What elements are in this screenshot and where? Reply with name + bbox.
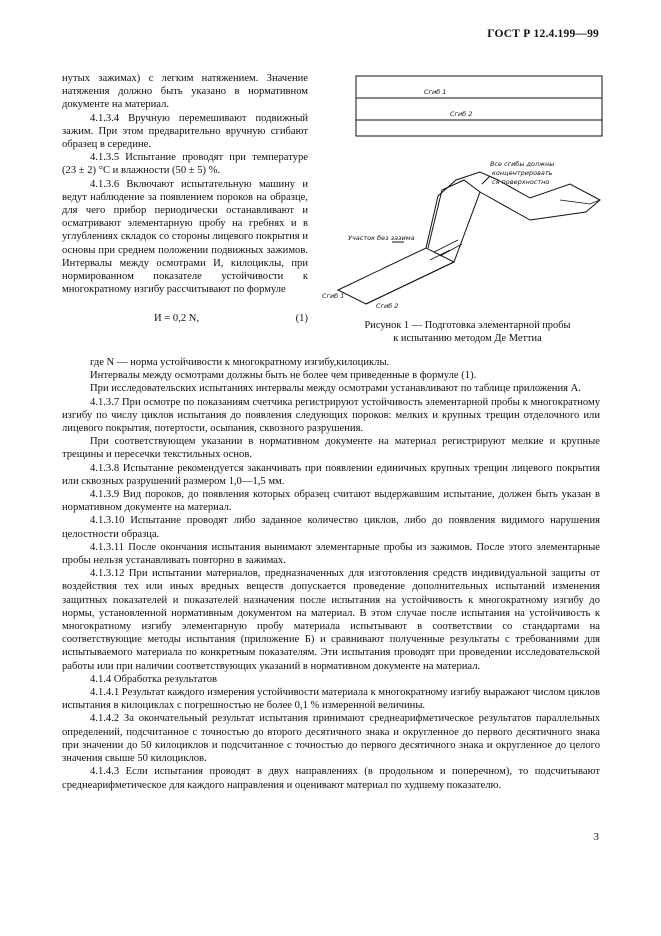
label-base: Участок без зазима xyxy=(348,234,415,242)
label-seam1-top: Сгиб 1 xyxy=(424,88,447,96)
paragraph: 4.1.4.3 Если испытания проводят в двух направлениях (в продольном и поперечном), то подсчитывают среднеарифметическое для каждого направления и оценивают материал по худшему показателю. xyxy=(62,766,600,791)
label-note-3: ся поверхностно xyxy=(492,178,550,186)
paragraph: 4.1.3.12 При испытании материалов, предназначенных для изготовления средств индивидуальной защиты от воздействия тех или иных вредных веществ допускается проведение дополнительных испытаний изменения защитных показателей и показателей назначения после испытания на устойчивость к многократному изгибу до нормы, установленной нормативным документом на материал. В этом случае после испытания на устойчивость к многократному изгибу элементарную пробу материала испытывают в соответствии со стандартами на соответствующие методы испытания (приложение Б) и сравнивают полученные результаты с требованиями для испытываемого материала по конкретным показателям. Эти испытания проводят при проведении исследовательской работы или при наличии соответствующих указаний в нормативном документе на материал. xyxy=(62,568,600,672)
folded-tail xyxy=(480,180,600,220)
label-seam1-bottom: Сгиб 1 xyxy=(322,292,345,300)
main-text xyxy=(62,356,600,792)
specimen-drawing xyxy=(322,72,605,320)
paragraph: 4.1.3.5 Испытание проводят при температуре (23 ± 2) °С и влажности (50 ± 5) %. xyxy=(62,152,308,177)
tail-inner xyxy=(560,200,600,204)
figure-caption xyxy=(330,320,605,345)
paragraph: 4.1.3.11 После окончания испытания вынимают элементарные пробы из зажимов. После этого элементарные пробы нельзя устанавливать повторно в зажимах. xyxy=(62,541,600,567)
hatching xyxy=(430,240,462,260)
left-column xyxy=(62,72,308,330)
paragraph: 4.1.3.4 Вручную перемешивают подвижный зажим. При этом предварительно вручную сгибают образец в середине. xyxy=(62,112,308,151)
paragraph: 4.1.3.8 Испытание рекомендуется заканчивать при появлении единичных крупных трещин лицевого покрытия или сквозных разрушений размером 1,0—1,5 мм. xyxy=(62,462,600,487)
paragraph: где N — норма устойчивости к многократному изгибу,килоциклы. xyxy=(90,357,390,368)
paragraph: 4.1.3.6 Включают испытательную машину и ведут наблюдение за появлением пороков на образце, для чего прибор периодически останавливают и осматривают элементарную пробу на гребнях и в углублениях складок со стороны лицевого покрытия и основы при среднем положении подвижных зажимов. Интервалы между осмотрами И, килоциклы, при нормированном показателе устойчивости к многократному изгибу рассчитывают по формуле xyxy=(62,178,308,296)
page-number: 3 xyxy=(593,831,599,843)
figure-1 xyxy=(322,72,605,320)
caption-line-2: к испытанию методом Де Меттиа xyxy=(393,332,542,344)
paragraph: 4.1.3.10 Испытание проводят либо заданное количество циклов, либо до появления видимого нарушения целостности образца. xyxy=(62,515,600,540)
paragraph: 4.1.3.9 Вид пороков, до появления которых образец считают выдержавшим испытание, должен быть указан в нормативном документе на материал. xyxy=(62,489,600,514)
paragraph: 4.1.3.7 При осмотре по показаниям счетчика регистрируют устойчивость элементарной пробы к многократному изгибу по числу циклов испытания до появления следующих пороков: мелких и крупных трещин отделочного или лицевого покрытия, потертости, осыпания, сквозного разрушения. xyxy=(62,396,600,435)
caption-line-1: Рисунок 1 — Подготовка элементарной пробы xyxy=(364,320,571,331)
paragraph: Интервалы между осмотрами должны быть не более чем приведенные в формуле (1). xyxy=(90,370,477,382)
section-heading: 4.1.4 Обработка результатов xyxy=(90,673,217,685)
formula-expression: И = 0,2 N, xyxy=(154,313,200,325)
leader-line xyxy=(482,176,490,184)
formula-number: (1) xyxy=(295,313,308,325)
label-note-1: Все сгибы должны xyxy=(490,160,555,168)
label-note-2: концентрировать xyxy=(492,169,553,177)
paragraph: нутых зажимах) с легким натяжением. Значение натяжения должно быть указано в нормативном документе на материал. xyxy=(62,73,308,111)
folded-body xyxy=(366,180,480,304)
paragraph: 4.1.4.1 Результат каждого измерения устойчивости материала к многократному изгибу выражают числом циклов испытания в килоциклах с погрешностью не более 0,1 % измеренной величины. xyxy=(62,687,600,712)
document-header: ГОСТ Р 12.4.199—99 xyxy=(487,28,599,40)
paragraph: При соответствующем указании в нормативном документе на материал регистрируют мелкие и крупные трещины и пересечки текстильных основ. xyxy=(62,436,600,461)
paragraph: При исследовательских испытаниях интервалы между осмотрами устанавливают по таблице приложения А. xyxy=(90,383,581,395)
flat-specimen-outline xyxy=(356,76,602,136)
paragraph: 4.1.4.2 За окончательный результат испытания принимают среднеарифметическое результатов параллельных определений, подсчитанное с точностью до второго десятичного знака и округленное до первого десятичного знака при значении до 50 килоциклов и подсчитанное с точностью до первого десятичного знака и округленное до целого значения свыше 50 килоциклов. xyxy=(62,713,600,765)
label-seam2-bottom: Сгиб 2 xyxy=(376,302,399,310)
formula xyxy=(62,304,308,330)
label-seam2-top: Сгиб 2 xyxy=(450,110,473,118)
